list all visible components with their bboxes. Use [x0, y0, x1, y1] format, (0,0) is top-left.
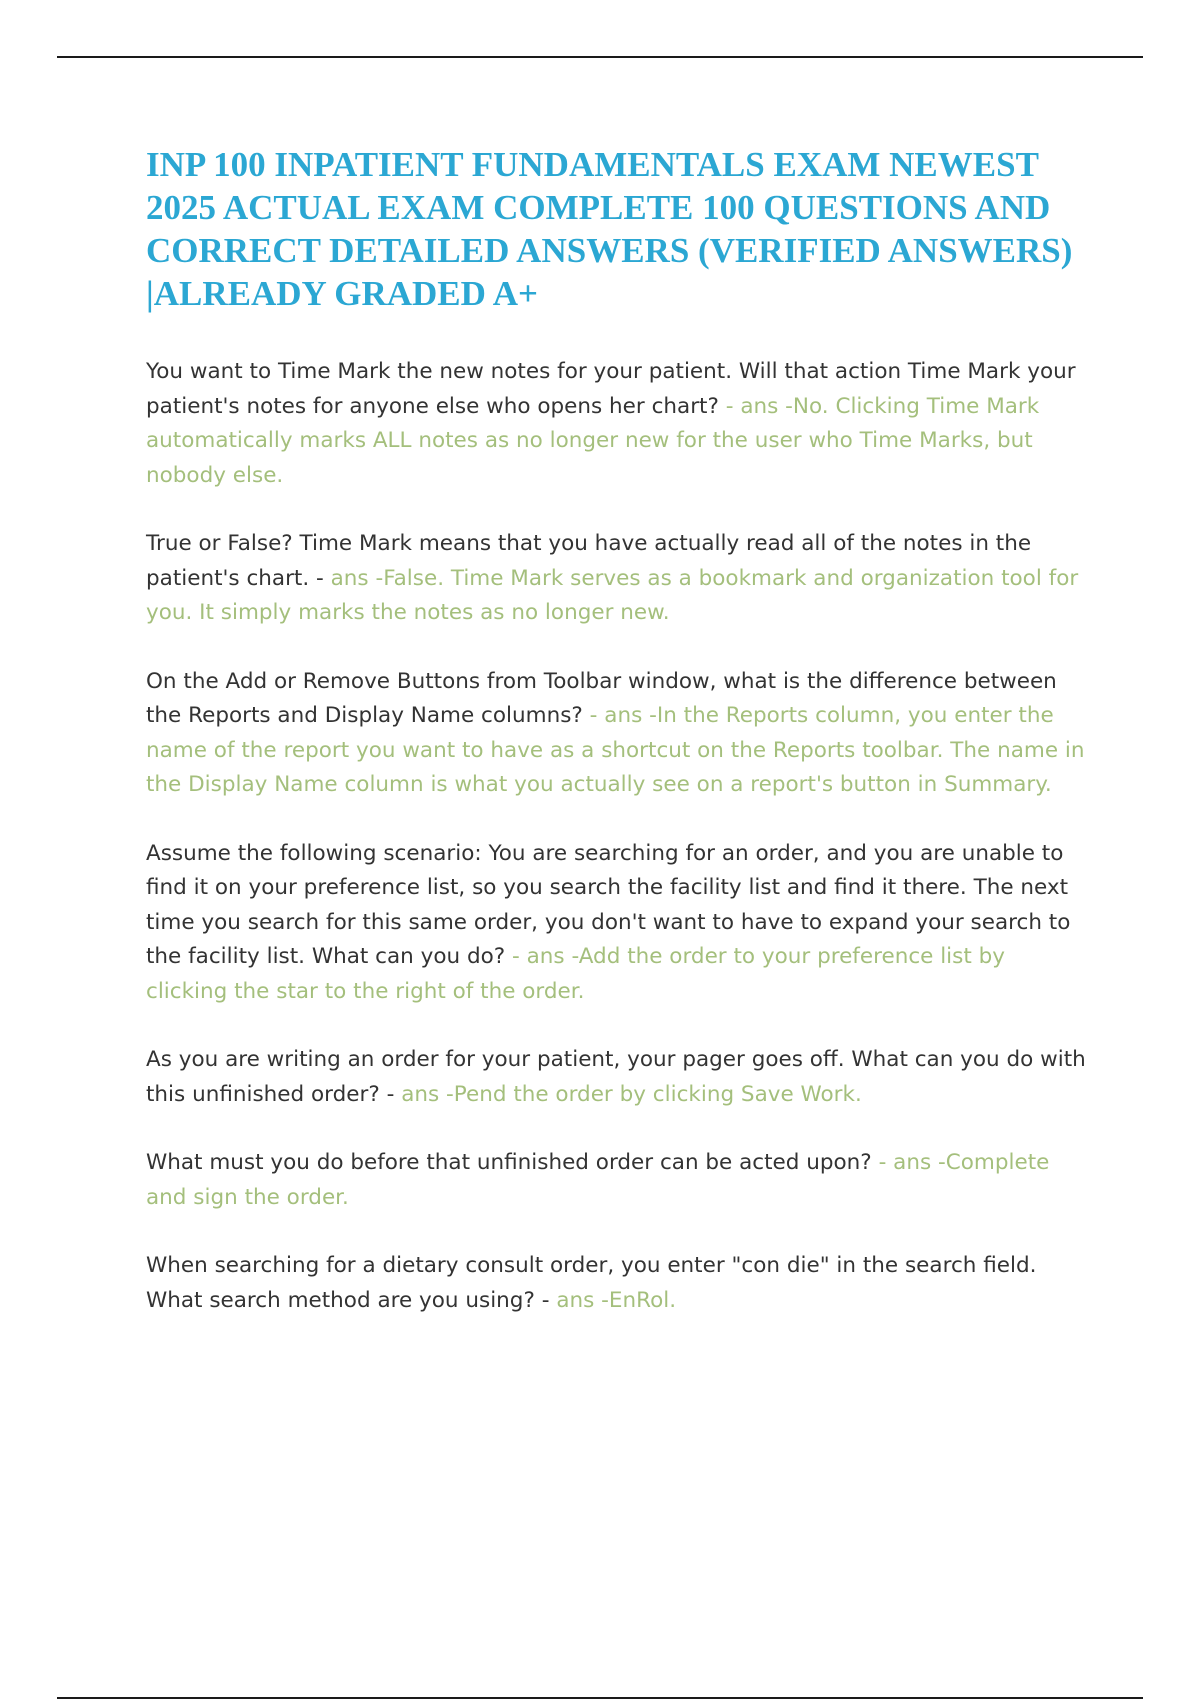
question-5: As you are writing an order for your patient, your pager goes off. What can you do with this unfinished order? - — [146, 1047, 1086, 1107]
bottom-rule — [57, 1697, 1143, 1699]
question-4: Assume the following scenario: You are searching for an order, and you are unable to find it on your preference list, so you search the facility list and find it there. The next time you search for this same order, you don't want to have to expand your search to the facility list. What can you do? — [146, 840, 1071, 969]
answer-6: - ans -Complete and sign the order. — [146, 1150, 1050, 1210]
qa-item-4 — [146, 837, 1091, 1010]
qa-item-6 — [146, 1146, 1091, 1215]
document-title: INP 100 INPATIENT FUNDAMENTALS EXAM NEWEST 2025 ACTUAL EXAM COMPLETE 100 QUESTIONS AND CORRECT DETAILED ANSWERS (VERIFIED ANSWERS) |ALREADY GRADED A+ — [146, 145, 1073, 313]
question-2: True or False? Time Mark means that you have actually read all of the notes in the patient's chart. - — [146, 531, 1032, 591]
qa-item-2 — [146, 527, 1091, 631]
document-body — [146, 143, 1091, 1352]
top-rule — [57, 56, 1143, 58]
question-3: On the Add or Remove Buttons from Toolbar window, what is the difference between the Reports and Display Name columns? — [146, 668, 1057, 728]
qa-item-3 — [146, 665, 1091, 803]
answer-4: - ans -Add the order to your preference list by clicking the star to the right of the order. — [146, 944, 1005, 1004]
question-7: When searching for a dietary consult order, you enter "con die" in the search field. What search method are you using? - — [146, 1253, 1037, 1313]
answer-3: - ans -In the Reports column, you enter the name of the report you want to have as a shortcut on the Reports toolbar. The name in the Display Name column is what you actually see on a report's button in Summary. — [146, 703, 1085, 797]
answer-7: ans -EnRol. — [556, 1287, 677, 1313]
answer-2: ans -False. Time Mark serves as a bookmark and organization tool for you. It simply marks the notes as no longer new. — [146, 565, 1079, 625]
answer-5: ans -Pend the order by clicking Save Work. — [401, 1081, 862, 1107]
question-1: You want to Time Mark the new notes for your patient. Will that action Time Mark your patient's notes for anyone else who opens her chart? — [146, 359, 1076, 419]
qa-item-5 — [146, 1043, 1091, 1112]
answer-1: - ans -No. Clicking Time Mark automatically marks ALL notes as no longer new for the user who Time Marks, but nobody else. — [146, 393, 1040, 488]
qa-item-7 — [146, 1249, 1091, 1318]
question-6: What must you do before that unfinished order can be acted upon? — [146, 1150, 872, 1175]
qa-item-1 — [146, 355, 1091, 493]
